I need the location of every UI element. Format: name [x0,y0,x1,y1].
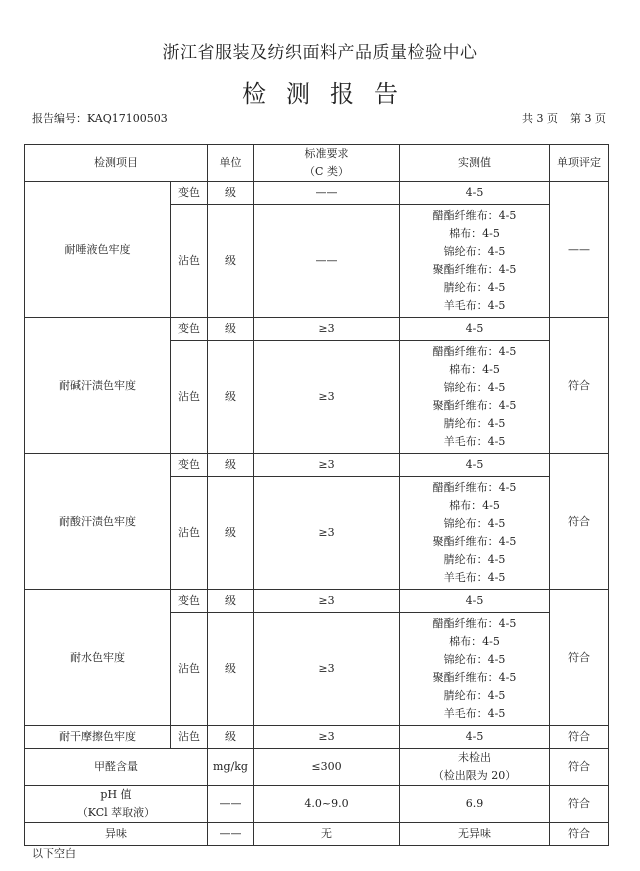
report-meta [32,110,606,126]
test-results-table [24,144,609,846]
measured-value-line: 羊毛布：4-5 [443,299,506,312]
detection-limit-note: （检出限为 20） [432,769,517,782]
test-item-name: 异味 [25,823,208,846]
measured-cell: 4-5 [400,590,550,613]
table-row [25,726,609,749]
sub-item-label: 沾色 [171,726,208,749]
measured-values-cell [400,205,550,318]
header-standard-class: （C 类） [304,165,349,178]
measured-cell: 4-5 [400,454,550,477]
measured-value-line: 棉布：4-5 [449,227,500,240]
judgement-cell: 符合 [550,318,609,454]
test-item-name: 甲醛含量 [25,749,208,786]
measured-value-line: 聚酯纤维布：4-5 [432,263,517,276]
judgement-cell: 符合 [550,749,609,786]
unit-cell: 级 [208,182,254,205]
table-header-row [25,145,609,182]
measured-value-line: 聚酯纤维布：4-5 [432,671,517,684]
unit-cell: 级 [208,341,254,454]
test-item-name: 耐碱汗渍色牢度 [25,318,171,454]
measured-values-list [400,341,549,453]
measured-value-line: 羊毛布：4-5 [443,571,506,584]
page-indicator [522,110,606,126]
measured-cell [400,749,550,786]
measured-values-cell [400,613,550,726]
measured-values-cell [400,477,550,590]
test-item-name-line: pH 值 [100,788,132,801]
measured-value-line: 聚酯纤维布：4-5 [432,399,517,412]
test-item-name: 耐水色牢度 [25,590,171,726]
report-number: 报告编号：KAQ17100503 [32,112,168,125]
measured-value-line: 醋酯纤维布：4-5 [432,481,517,494]
test-item-name [25,786,208,823]
sub-item-label: 变色 [171,318,208,341]
standard-cell: ≤300 [254,749,400,786]
standard-cell: ≥3 [254,590,400,613]
measured-value-line: 腈纶布：4-5 [443,417,506,430]
measured-value-line: 棉布：4-5 [449,363,500,376]
measured-value-line: 醋酯纤维布：4-5 [432,617,517,630]
measured-cell: 4-5 [400,182,550,205]
header-standard-label: 标准要求 [304,147,349,160]
header-standard [254,145,400,182]
measured-value-line: 棉布：4-5 [449,635,500,648]
judgement-cell: 符合 [550,454,609,590]
table-row [25,318,609,341]
standard-cell: ≥3 [254,454,400,477]
sub-item-label: 变色 [171,590,208,613]
test-item-name: 耐干摩擦色牢度 [25,726,171,749]
judgement-cell: 符合 [550,786,609,823]
unit-cell: mg/kg [208,749,254,786]
current-page: 第 3 页 [570,112,606,125]
sub-item-label: 沾色 [171,205,208,318]
test-item-name-line: （KCl 萃取液） [76,806,156,819]
standard-cell: ≥3 [254,341,400,454]
unit-cell: 级 [208,613,254,726]
measured-value-line: 腈纶布：4-5 [443,281,506,294]
measured-value-line: 锦纶布：4-5 [443,653,506,666]
table-row [25,182,609,205]
header-judgement: 单项评定 [550,145,609,182]
measured-value-line: 羊毛布：4-5 [443,435,506,448]
table-row [25,590,609,613]
measured-value-line: 锦纶布：4-5 [443,381,506,394]
table-row [25,749,609,786]
measured-value-line: 腈纶布：4-5 [443,553,506,566]
measured-cell: 6.9 [400,786,550,823]
sub-item-label: 变色 [171,454,208,477]
footer-note: 以下空白 [32,847,76,860]
total-pages: 共 3 页 [522,112,558,125]
standard-cell: ≥3 [254,613,400,726]
measured-cell: 4-5 [400,318,550,341]
table-row [25,454,609,477]
standard-cell: ≥3 [254,318,400,341]
unit-cell: 级 [208,590,254,613]
measured-value-line: 未检出 [458,751,491,764]
judgement-cell: —— [550,182,609,318]
test-item-name: 耐酸汗渍色牢度 [25,454,171,590]
judgement-cell: 符合 [550,726,609,749]
standard-cell: 4.0~9.0 [254,786,400,823]
sub-item-label: 沾色 [171,613,208,726]
measured-value-line: 腈纶布：4-5 [443,689,506,702]
unit-cell: 级 [208,205,254,318]
unit-cell: 级 [208,726,254,749]
organization-name: 浙江省服装及纺织面料产品质量检验中心 [162,43,478,63]
measured-value-line: 羊毛布：4-5 [443,707,506,720]
measured-values-list [400,477,549,589]
judgement-cell: 符合 [550,590,609,726]
table-row [25,823,609,846]
standard-cell: ≥3 [254,726,400,749]
measured-value-line: 棉布：4-5 [449,499,500,512]
sub-item-label: 变色 [171,182,208,205]
unit-cell: —— [208,786,254,823]
unit-cell: 级 [208,318,254,341]
measured-values-list [400,613,549,725]
standard-cell: —— [254,182,400,205]
unit-cell: —— [208,823,254,846]
measured-cell: 无异味 [400,823,550,846]
table-row [25,786,609,823]
standard-cell: ≥3 [254,477,400,590]
sub-item-label: 沾色 [171,341,208,454]
unit-cell: 级 [208,454,254,477]
header-item: 检测项目 [25,145,208,182]
measured-value-line: 锦纶布：4-5 [443,517,506,530]
measured-value-line: 锦纶布：4-5 [443,245,506,258]
measured-value-line: 醋酯纤维布：4-5 [432,345,517,358]
standard-cell: 无 [254,823,400,846]
measured-value-line: 聚酯纤维布：4-5 [432,535,517,548]
report-title: 检测报告 [242,80,418,108]
judgement-cell: 符合 [550,823,609,846]
test-item-name: 耐唾液色牢度 [25,182,171,318]
measured-values-cell [400,341,550,454]
sub-item-label: 沾色 [171,477,208,590]
unit-cell: 级 [208,477,254,590]
measured-value-line: 醋酯纤维布：4-5 [432,209,517,222]
standard-cell: —— [254,205,400,318]
header-unit: 单位 [208,145,254,182]
measured-cell: 4-5 [400,726,550,749]
header-measured: 实测值 [400,145,550,182]
measured-values-list [400,205,549,317]
